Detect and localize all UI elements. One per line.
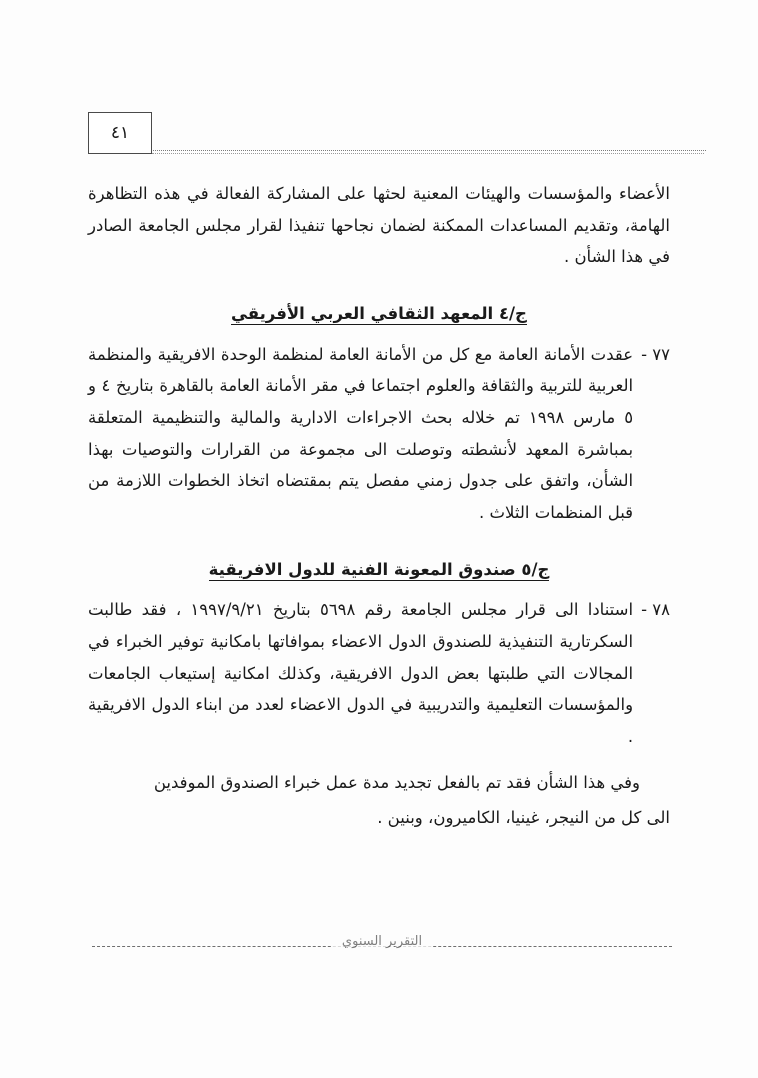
item-text-77: عقدت الأمانة العامة مع كل من الأمانة العامة لمنظمة الوحدة الافريقية والمنظمة العربية للتربية والثقافة والعلوم اجتماعا في مقر الأمانة العامة بالقاهرة بتاريخ ٤ و ٥ مارس ١٩٩٨ تم خلاله بحث الاجراءات الادارية والمالية والتنظيمية المتعلقة بمباشرة المعهد لأنشطته وتوصلت الى مجموعة من القرارات والتوصيات بهذا الشأن، واتفق على جدول زمني مفصل يتم بمقتضاه اتخاذ الخطوات اللازمة من قبل المنظمات الثلاث . [88, 344, 634, 523]
section-heading-1 [88, 299, 670, 329]
page-number: ٤١ [110, 123, 130, 143]
numbered-item-77 [88, 339, 670, 529]
numbered-item-78 [88, 594, 670, 752]
item-text-78: استنادا الى قرار مجلس الجامعة رقم ٥٦٩٨ بتاريخ ١٩٩٧/٩/٢١ ، فقد طالبت السكرتارية التنفيذية للصندوق الدول الاعضاء بموافاتها بامكانية توفير الخبراء في المجالات التي طلبتها بعض الدول الافريقية، وكذلك امكانية إستيعاب الجامعات والمؤسسات التعليمية والتدريبية في الدول الاعضاء لعدد من ابناء الدول الافريقية . [88, 600, 634, 747]
item-number-77: ٧٧ - [641, 344, 670, 364]
document-body [88, 178, 670, 834]
header-divider-inner [152, 153, 704, 154]
opening-paragraph: الأعضاء والمؤسسات والهيئات المعنية لحثها على المشاركة الفعالة في هذه التظاهرة الهامة، وتقديم المساعدات الممكنة لضمان نجاحها تنفيذا لقرار مجلس الجامعة الصادر في هذا الشأن . [88, 184, 670, 267]
section-heading-1-text: ج/٤ المعهد الثقافي العربي الأفريقي [231, 304, 527, 324]
item-number-78: ٧٨ - [641, 600, 670, 620]
followup-paragraph-2: الى كل من النيجر، غينيا، الكاميرون، وبنين . [377, 808, 670, 828]
section-heading-2-text: ج/٥ صندوق المعونة الفنية للدول الافريقية [208, 559, 550, 579]
page-footer [92, 934, 672, 960]
followup-paragraph-1: وفي هذا الشأن فقد تم بالفعل تجديد مدة عمل خبراء الصندوق الموفدين [153, 772, 640, 792]
section-heading-2 [88, 555, 670, 585]
header-divider [150, 150, 706, 151]
page-number-box [88, 112, 152, 154]
footer-mark: التقرير السنوي [332, 934, 432, 949]
